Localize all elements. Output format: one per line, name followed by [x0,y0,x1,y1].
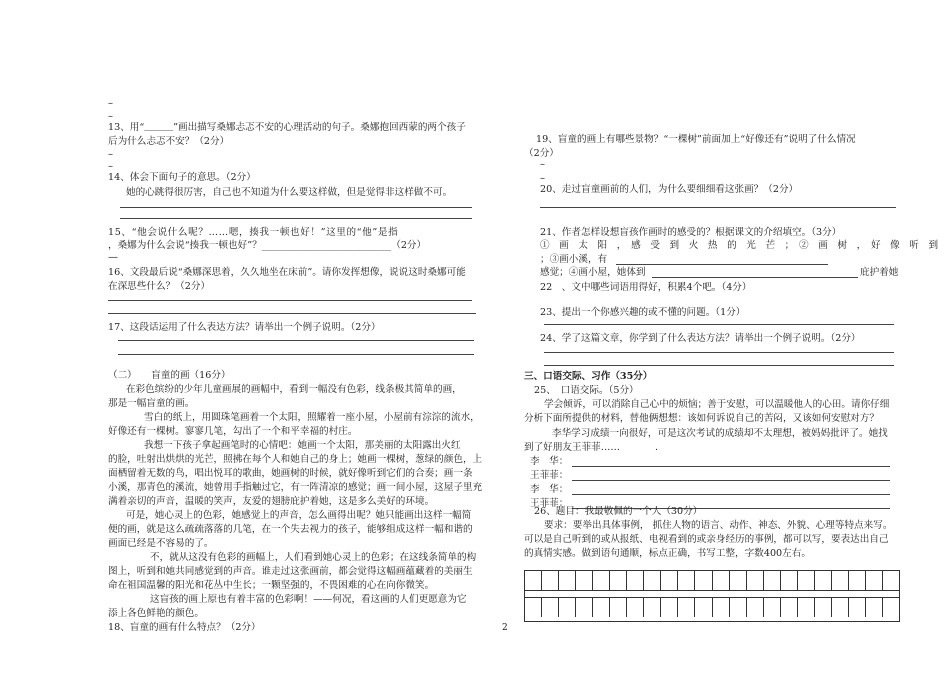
answer-line [572,494,890,495]
question-16-line2: 在深思些什么？（2分） [108,281,211,292]
grid-row [525,571,899,591]
section-2-heading: （二） 盲童的画（16分） [108,370,231,381]
passage-line: 的脸，吐射出烘烘的光芒，照拂在每个人和她自己的身上；她画一棵树，葱绿的颜色，上 [108,454,483,465]
passage-line: 这盲孩的画上原也有着丰富的色彩啊！——何况，看这画的人们更愿意为它 [150,594,467,605]
period-mark: . [655,442,659,453]
question-26-text: 可以是自己听到的或从报纸、电视看到的或亲身经历的事例，都可以写，要表达出自己 [524,534,889,545]
passage-line: 图上，听到和她共同感觉到的声音。谁走过这张画前，都会觉得这幅画蕴藏着的美丽生 [108,566,473,577]
question-22: 22 、文中哪些词语用得好，积累4个吧。（4分） [540,282,752,293]
question-21: 21、作者怎样设想盲孩作画时的感受的？根据课文的介绍填空。（3分） [540,227,842,238]
dialogue-speaker: 李 华： [530,456,569,467]
dialogue-speaker: 王菲菲： [530,470,569,481]
question-24: 24、学了这篇文章，你学到了什么表达方法？请举出一个例子说明。（2分） [540,333,861,344]
passage-line: 小溪，那青色的溪流，她曾用手指触过它，有一阵清凉的感觉；画一间小屋，这屋子里充 [108,482,483,493]
fill-blank [616,264,828,265]
page-number: 2 [502,623,508,633]
question-19-line1: 19、盲童的画上有哪些景物？“一棵树”前面加上“好像还有”说明了什么情况 [536,134,856,145]
answer-line [120,207,472,208]
question-19-line2: （2分） [524,148,559,159]
question-13-line2: 后为什么忐忑不安？（2分） [108,136,230,147]
passage-line: 可是，她心灵上的色彩，她感觉上的声音，怎么画得出呢？她只能画出这样一幅简 [126,510,472,521]
question-21-item-line: 感觉；④画小屋，她体到 [540,267,646,278]
question-25-text: 分析下面所提供的材料，替他俩想想：该如何诉说自己的苦闷，又该如何安慰对方？ [524,413,879,424]
question-26: 26、题目：我最敬佩的一个人（30分） [534,506,703,517]
answer-line [544,352,894,353]
dialogue-speaker: 王菲菲： [530,498,569,509]
answer-line [118,340,474,341]
question-20: 20、走过盲童画前的人们，为什么要细细看这张画？（2分） [540,184,799,195]
question-21-item-line: 庇护着她 [860,267,899,278]
answer-line [108,313,476,314]
dash-mark: – [108,149,113,160]
passage-line: 在彩色缤纷的少年儿童画展的画幅中，看到一幅没有色彩，线条极其简单的画， [126,384,462,395]
question-25-text: 李华学习成绩一向很好，可是这次考试的成绩却不太理想，被妈妈批评了。她找 [552,428,888,439]
question-25-text: 学会倾诉，可以消除自己心中的烦恼；善于安慰，可以温暖他人的心田。请你仔细 [544,399,890,410]
passage-line: 我想一下孩子拿起画笔时的心情吧：她画一个太阳，那美丽的太阳露出火红 [144,440,461,451]
fill-blank [652,277,858,278]
passage-line: 命在祖国温馨的阳光和花丛中生长；一颗坚强的，不畏困难的心在向你微笑。 [108,580,435,591]
question-25-text: 到了好朋友王菲菲…… [524,442,620,453]
passage-line: 面栖留着无数的鸟，唱出悦耳的歌曲，她画树的时候，就好像听到它们的合奏；画一条 [108,468,473,479]
answer-line [572,480,890,481]
answer-line [108,300,472,301]
dash-mark: – [108,111,113,122]
answer-line [572,466,890,467]
answer-line [540,207,896,208]
question-16-line1: 16、文段最后说“桑娜深思着，久久地坐在床前”。请你发挥想像，说说这时桑娜可能 [108,267,466,278]
dash-mark: – [108,161,113,172]
question-15-line2: ，桑娜为什么会说“揍我一顿也好”？___________________________（2分） [108,240,427,251]
dash-mark: – [108,98,113,109]
passage-line: 添上各色鲜艳的颜色。 [108,608,204,619]
answer-line [118,354,474,355]
question-17: 17、这段话运用了什么表达方法？请举出一个例子说明。（2分） [108,322,381,333]
question-26-text: 的真情实感。做到语句通顺，标点正确，书写工整，字数400左右。 [524,548,811,559]
answer-line [544,324,894,325]
dash-mark: – [540,159,545,170]
grid-row [525,597,899,617]
question-23: 23、提出一个你感兴趣的或不懂的问题。（1分） [540,307,746,318]
question-14: 14、体会下面句子的意思。（2分） [108,172,256,183]
section-3-heading: 三、口语交际、习作（35分） [524,371,653,382]
passage-line: 便的画，就是这么疏疏落落的几笔，在一个失去视力的孩子，能够组成这样一幅和谐的 [108,524,473,535]
passage-line: 不，就从这没有色彩的画幅上，人们看到她心灵上的色彩；在这线条简单的构 [150,552,477,563]
question-13-line1: 13、用“＿＿＿”画出描写桑娜忐忑不安的心理活动的句子。桑娜抱回西蒙的两个孩子 [108,122,466,133]
passage-line: 满着亲切的声音，温暖的笑声，友爱的翅膀庇护着她，这是多么美好的环境。 [108,496,435,507]
question-18: 18、盲童的画有什么特点？（2分） [108,622,261,633]
question-25: 25、 口语交际。（5分） [534,385,639,396]
dialogue-speaker: 李 华： [530,484,569,495]
question-26-text: 要求：要举出具体事例， 抓住人物的语言、动作、神态、外貌、心理等特点来写。 [544,520,893,531]
question-21-item-line: ；③画小溪，有 [540,254,608,265]
dash-mark: – [540,173,545,184]
writing-grid[interactable] [524,570,900,622]
answer-line [120,218,472,219]
passage-line: 那是一幅盲童的画。 [108,398,195,409]
dash-mark: — [108,252,118,263]
question-21-item-line: ① 画 太 阳 ， 感 受 到 火 热 的 光 芒 ； ② 画 树 ， 好 像 听 到 [540,240,939,251]
passage-line: 好像还有一棵树。寥寥几笔，勾出了一个和平幸福的村庄。 [108,426,358,437]
question-14-sentence: 她的心跳得很厉害，自己也不知道为什么要这样做，但是觉得非这样做不可。 [126,187,453,198]
passage-line: 雪白的纸上，用圆珠笔画着一个太阳，照耀着一座小屋，小屋前有淙淙的流水， [144,412,480,423]
answer-line [544,365,894,366]
passage-line: 画面已经是不容易的了。 [108,538,214,549]
question-15-line1: 15、“他会说什么呢？……嗯，揍我一顿也好！”这里的“他”是指 [108,227,399,238]
